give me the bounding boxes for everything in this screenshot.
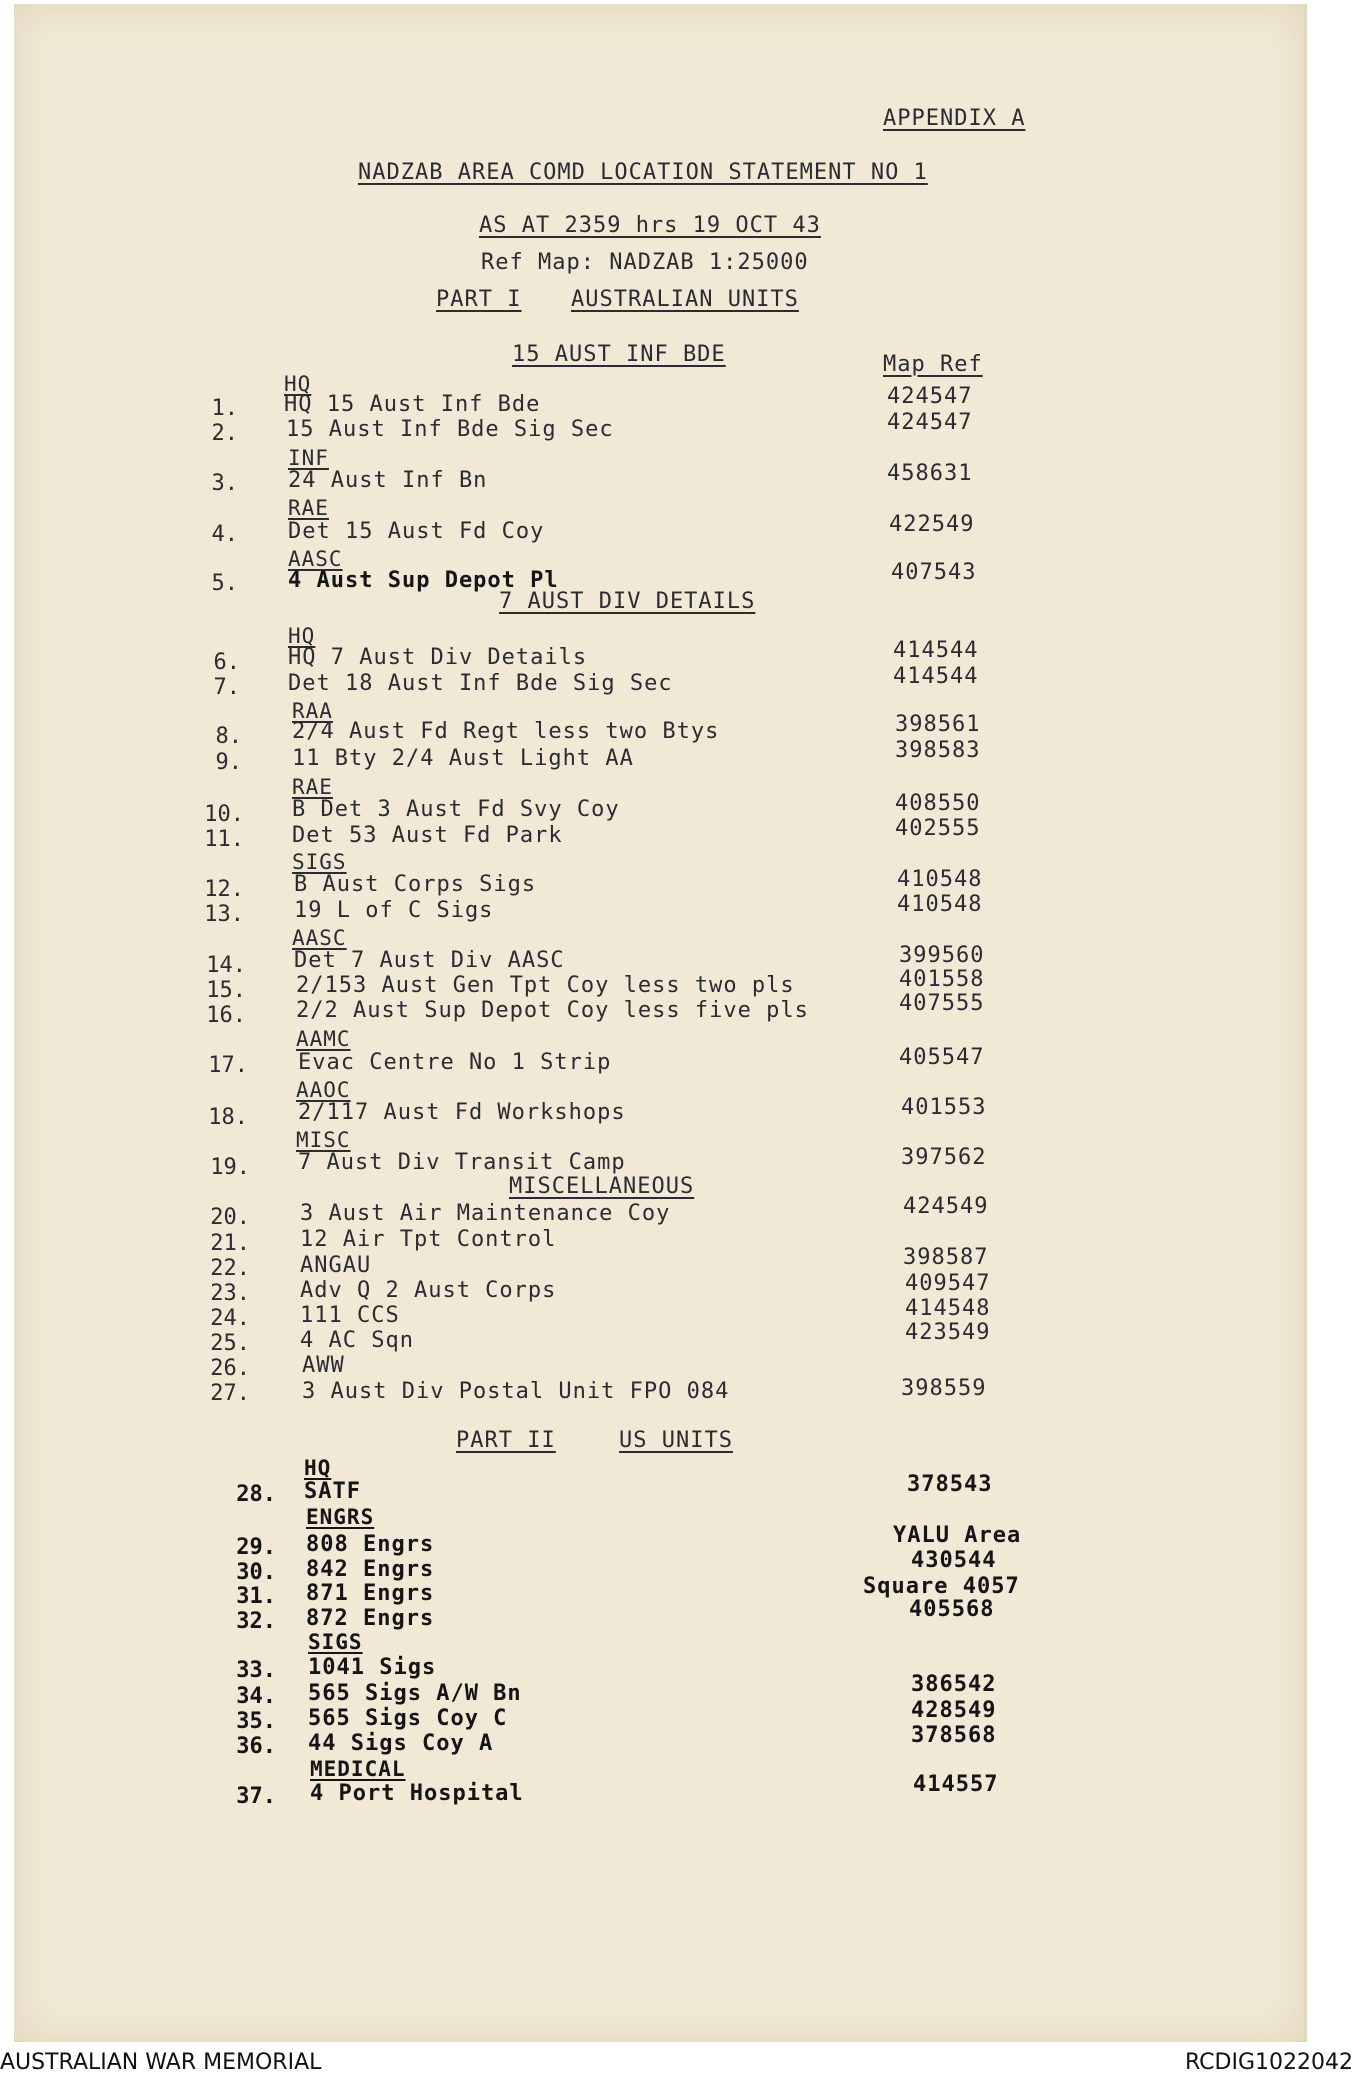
footer-record-id: RCDIG1022042: [1184, 2050, 1353, 2075]
entry-description: 2/153 Aust Gen Tpt Coy less two pls: [296, 973, 795, 998]
entry-map-ref: 424547: [887, 384, 973, 409]
entry-map-ref: 414544: [893, 638, 979, 663]
category-raa: RAA: [292, 699, 333, 723]
as-at-date: AS AT 2359 hrs 19 OCT 43: [479, 213, 821, 238]
entry-description: 872 Engrs: [306, 1606, 435, 1631]
entry-description: Adv Q 2 Aust Corps: [300, 1278, 557, 1303]
entry-description: 4 Port Hospital: [310, 1781, 524, 1806]
entry-number: 31.: [236, 1584, 276, 1609]
entry-number: 7.: [213, 675, 240, 700]
entry-number: 10.: [204, 802, 244, 827]
entry-description: Det 7 Aust Div AASC: [294, 948, 565, 973]
category-hq: HQ: [304, 1456, 332, 1480]
entry-map-ref: 410548: [897, 867, 983, 892]
category-rae: RAE: [292, 775, 333, 799]
entry-description: 111 CCS: [300, 1303, 400, 1328]
entry-number: 26.: [210, 1356, 250, 1381]
entry-number: 17.: [208, 1053, 248, 1078]
entry-map-ref: 398559: [901, 1376, 987, 1401]
entry-number: 8.: [215, 724, 242, 749]
entry-map-ref: 405547: [899, 1045, 985, 1070]
part2-title: US UNITS: [619, 1428, 733, 1453]
entry-description: 565 Sigs Coy C: [308, 1706, 508, 1731]
entry-map-ref: 424547: [887, 410, 973, 435]
entry-map-ref: 424549: [903, 1194, 989, 1219]
entry-number: 24.: [210, 1306, 250, 1331]
entry-map-ref: 398561: [895, 712, 981, 737]
entry-description: SATF: [304, 1479, 361, 1504]
entry-description: 2/117 Aust Fd Workshops: [298, 1100, 626, 1125]
category-aasc: AASC: [288, 547, 343, 571]
category-medical: MEDICAL: [310, 1757, 406, 1781]
entry-number: 36.: [236, 1734, 276, 1759]
entry-number: 12.: [204, 877, 244, 902]
entry-map-ref: 401558: [899, 967, 985, 992]
entry-description: 1041 Sigs: [308, 1655, 437, 1680]
footer-source: AUSTRALIAN WAR MEMORIAL: [0, 2050, 322, 2075]
entry-number: 20.: [210, 1205, 250, 1230]
entry-description: Det 18 Aust Inf Bde Sig Sec: [288, 671, 673, 696]
entry-description: 11 Bty 2/4 Aust Light AA: [292, 746, 634, 771]
entry-number: 1.: [211, 396, 238, 421]
entry-number: 37.: [236, 1784, 276, 1809]
entry-number: 3.: [211, 471, 238, 496]
entry-number: 27.: [210, 1381, 250, 1406]
entry-description: HQ 15 Aust Inf Bde: [284, 392, 541, 417]
category-inf: INF: [288, 446, 329, 470]
section-15-aust-inf-bde: 15 AUST INF BDE: [512, 342, 726, 367]
entry-description: 565 Sigs A/W Bn: [308, 1681, 522, 1706]
entry-description: Evac Centre No 1 Strip: [298, 1050, 612, 1075]
entry-number: 28.: [236, 1482, 276, 1507]
entry-map-ref: 414548: [905, 1296, 991, 1321]
entry-map-ref: 430544: [911, 1548, 997, 1573]
entry-map-ref: Square 4057: [863, 1574, 1020, 1599]
entry-description: 4 Aust Sup Depot Pl: [288, 568, 559, 593]
category-aaoc: AAOC: [296, 1078, 351, 1102]
entry-map-ref: 414544: [893, 664, 979, 689]
entry-number: 33.: [236, 1658, 276, 1683]
entry-map-ref: 407555: [899, 991, 985, 1016]
entry-description: Det 15 Aust Fd Coy: [288, 519, 545, 544]
entry-description: 12 Air Tpt Control: [300, 1227, 557, 1252]
entry-description: 7 Aust Div Transit Camp: [298, 1150, 626, 1175]
entry-number: 19.: [210, 1155, 250, 1180]
part2-label: PART II: [456, 1428, 556, 1453]
map-ref-header: Map Ref: [883, 352, 983, 377]
entry-description: B Det 3 Aust Fd Svy Coy: [292, 797, 620, 822]
entry-number: 2.: [211, 421, 238, 446]
entry-map-ref: 407543: [891, 560, 977, 585]
part1-label: PART I: [436, 287, 522, 312]
category-hq: HQ: [288, 624, 316, 648]
entry-description: 3 Aust Div Postal Unit FPO 084: [302, 1379, 730, 1404]
category-aasc: AASC: [292, 926, 347, 950]
entry-number: 6.: [213, 650, 240, 675]
category-sigs: SIGS: [292, 850, 347, 874]
entry-map-ref: 398583: [895, 738, 981, 763]
entry-description: 15 Aust Inf Bde Sig Sec: [286, 417, 614, 442]
entry-number: 15.: [206, 978, 246, 1003]
entry-description: 4 AC Sqn: [300, 1328, 414, 1353]
entry-map-ref: 386542: [911, 1672, 997, 1697]
entry-number: 5.: [211, 571, 238, 596]
entry-map-ref: 397562: [901, 1145, 987, 1170]
entry-map-ref: 398587: [903, 1245, 989, 1270]
entry-description: 24 Aust Inf Bn: [288, 468, 488, 493]
entry-map-ref: 378543: [907, 1472, 993, 1497]
entry-number: 9.: [215, 750, 242, 775]
document-title: NADZAB AREA COMD LOCATION STATEMENT NO 1: [358, 160, 928, 185]
entry-number: 21.: [210, 1231, 250, 1256]
entry-description: ANGAU: [300, 1253, 372, 1278]
category-engrs: ENGRS: [306, 1505, 375, 1529]
entry-number: 11.: [204, 827, 244, 852]
entry-map-ref: 399560: [899, 943, 985, 968]
ref-map: Ref Map: NADZAB 1:25000: [481, 250, 809, 275]
entry-number: 32.: [236, 1609, 276, 1634]
entry-map-ref: 410548: [897, 892, 983, 917]
entry-number: 22.: [210, 1256, 250, 1281]
entry-map-ref: 405568: [909, 1597, 995, 1622]
entry-map-ref: YALU Area: [893, 1523, 1022, 1548]
entry-number: 23.: [210, 1281, 250, 1306]
entry-number: 30.: [236, 1560, 276, 1585]
category-aamc: AAMC: [296, 1027, 351, 1051]
entry-number: 4.: [211, 522, 238, 547]
entry-description: 2/4 Aust Fd Regt less two Btys: [292, 719, 720, 744]
entry-map-ref: 402555: [895, 816, 981, 841]
entry-map-ref: 458631: [887, 461, 973, 486]
part1-title: AUSTRALIAN UNITS: [571, 287, 799, 312]
category-sigs: SIGS: [308, 1630, 363, 1654]
entry-number: 13.: [204, 902, 244, 927]
entry-map-ref: 409547: [905, 1271, 991, 1296]
entry-description: B Aust Corps Sigs: [294, 872, 537, 897]
appendix-label: APPENDIX A: [883, 106, 1026, 131]
entry-number: 14.: [206, 953, 246, 978]
entry-description: HQ 7 Aust Div Details: [288, 645, 588, 670]
entry-description: 19 L of C Sigs: [294, 898, 494, 923]
entry-number: 25.: [210, 1331, 250, 1356]
entry-description: 842 Engrs: [306, 1557, 435, 1582]
entry-description: 3 Aust Air Maintenance Coy: [300, 1201, 671, 1226]
entry-number: 29.: [236, 1535, 276, 1560]
entry-number: 16.: [206, 1003, 246, 1028]
entry-map-ref: 378568: [911, 1723, 997, 1748]
entry-map-ref: 401553: [901, 1095, 987, 1120]
entry-number: 34.: [236, 1684, 276, 1709]
entry-map-ref: 408550: [895, 791, 981, 816]
entry-number: 18.: [208, 1105, 248, 1130]
entry-description: 808 Engrs: [306, 1532, 435, 1557]
section-7-aust-div-details: 7 AUST DIV DETAILS: [499, 589, 756, 614]
entry-map-ref: 414557: [913, 1772, 999, 1797]
entry-number: 35.: [236, 1709, 276, 1734]
entry-description: 2/2 Aust Sup Depot Coy less five pls: [296, 998, 809, 1023]
entry-description: 44 Sigs Coy A: [308, 1731, 494, 1756]
category-rae: RAE: [288, 496, 329, 520]
entry-map-ref: 422549: [889, 512, 975, 537]
entry-description: 871 Engrs: [306, 1581, 435, 1606]
category-misc: MISC: [296, 1128, 351, 1152]
entry-map-ref: 428549: [911, 1698, 997, 1723]
entry-description: AWW: [302, 1353, 345, 1378]
category-hq: HQ: [284, 372, 312, 396]
section-miscellaneous: MISCELLANEOUS: [509, 1174, 695, 1199]
entry-map-ref: 423549: [905, 1320, 991, 1345]
entry-description: Det 53 Aust Fd Park: [292, 823, 563, 848]
